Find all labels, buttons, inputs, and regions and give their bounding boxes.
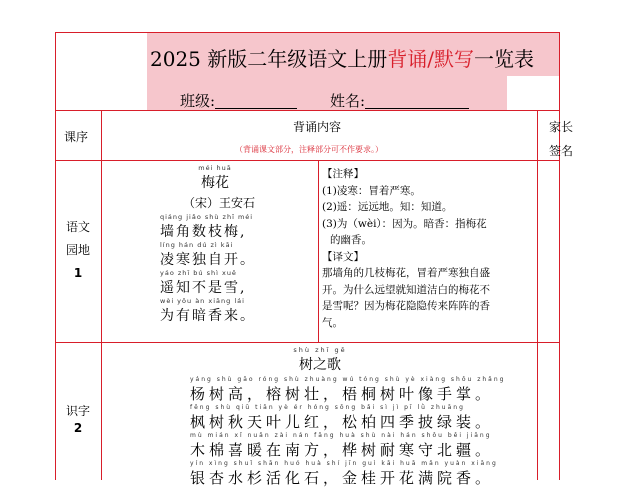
class-field — [180, 90, 297, 111]
content-note: （背诵课文部分，注释部分可不作要求。） — [235, 145, 383, 154]
lesson-header: 课序 — [64, 130, 89, 144]
parent-header-1: 家长 — [549, 120, 574, 134]
grid-left — [55, 32, 56, 480]
row1-lesson: 语文 园地 1 — [65, 220, 90, 280]
song-line: mù mián xǐ nuǎn zài nán fāng huà shù nài hán shǒu běi jiāng 木棉喜暖在南方，桦树耐寒守北疆。 — [190, 432, 495, 459]
page-title: 2025 新版二年级语文上册背诵/默写一览表 — [150, 47, 535, 71]
class-label: 班级: — [180, 92, 216, 110]
parent-header-2: 签名 — [549, 144, 574, 158]
poem-author: （宋）王安石 — [182, 196, 255, 210]
grid-right — [559, 32, 560, 480]
poem-title-pinyin: méi huā — [198, 164, 232, 172]
poem-line: líng hán dú zì kāi 凌寒独自开。 — [160, 241, 256, 268]
poem-notes: 【注释】 (1)凌寒：冒着严寒。 (2)遥：远远地。知：知道。 (3)为（wèi）：因为。暗香：指梅花 的幽香。 【译文】 那墙角的几枝梅花，冒着严寒独自盛 开。为什么远望就知道洁白的梅花不 是雪呢？因为梅花隐隐传来阵阵的香 气。 — [322, 168, 490, 329]
name-label: 姓名: — [330, 92, 366, 110]
song-title-pinyin: shù zhī gē — [293, 346, 347, 354]
poem-meihua — [160, 164, 270, 325]
song-line: yín xìng shuǐ shān huó huà shí jīn guì kāi huā mǎn yuàn xiāng 银杏水杉活化石，金桂开花满院香。 — [190, 460, 498, 487]
grid-header-top — [55, 110, 560, 111]
name-blank[interactable] — [365, 108, 469, 109]
grid-col1 — [101, 110, 102, 480]
content-header: 背诵内容 — [293, 120, 342, 134]
grid-col3 — [537, 110, 538, 480]
grid-row1-bottom — [55, 342, 560, 343]
poem-line: wèi yǒu àn xiāng lái 为有暗香来。 — [160, 297, 256, 324]
song-line: yáng shù gāo róng shù zhuàng wú tóng shù yè xiàng shǒu zhǎng 杨树高，榕树壮，梧桐树叶像手掌。 — [190, 376, 506, 403]
grid-header-bottom — [55, 160, 560, 161]
poem-line: yáo zhī bú shì xuě 遥知不是雪, — [160, 269, 247, 296]
poem-title: 梅花 — [201, 175, 229, 191]
grid-top — [55, 32, 560, 33]
song-shuzhige — [190, 346, 506, 488]
song-title: 树之歌 — [299, 357, 341, 373]
name-field — [330, 90, 469, 111]
row2-lesson: 识字 2 — [65, 404, 90, 435]
grid-split — [318, 160, 319, 342]
poem-line: qiáng jiǎo shù zhī méi 墙角数枝梅, — [160, 213, 254, 240]
class-blank[interactable] — [215, 108, 297, 109]
song-line: fēng shù qiū tiān yè ér hóng sōng bǎi sì jì pī lǜ zhuāng 枫树秋天叶儿红，松柏四季披绿装。 — [190, 404, 495, 431]
